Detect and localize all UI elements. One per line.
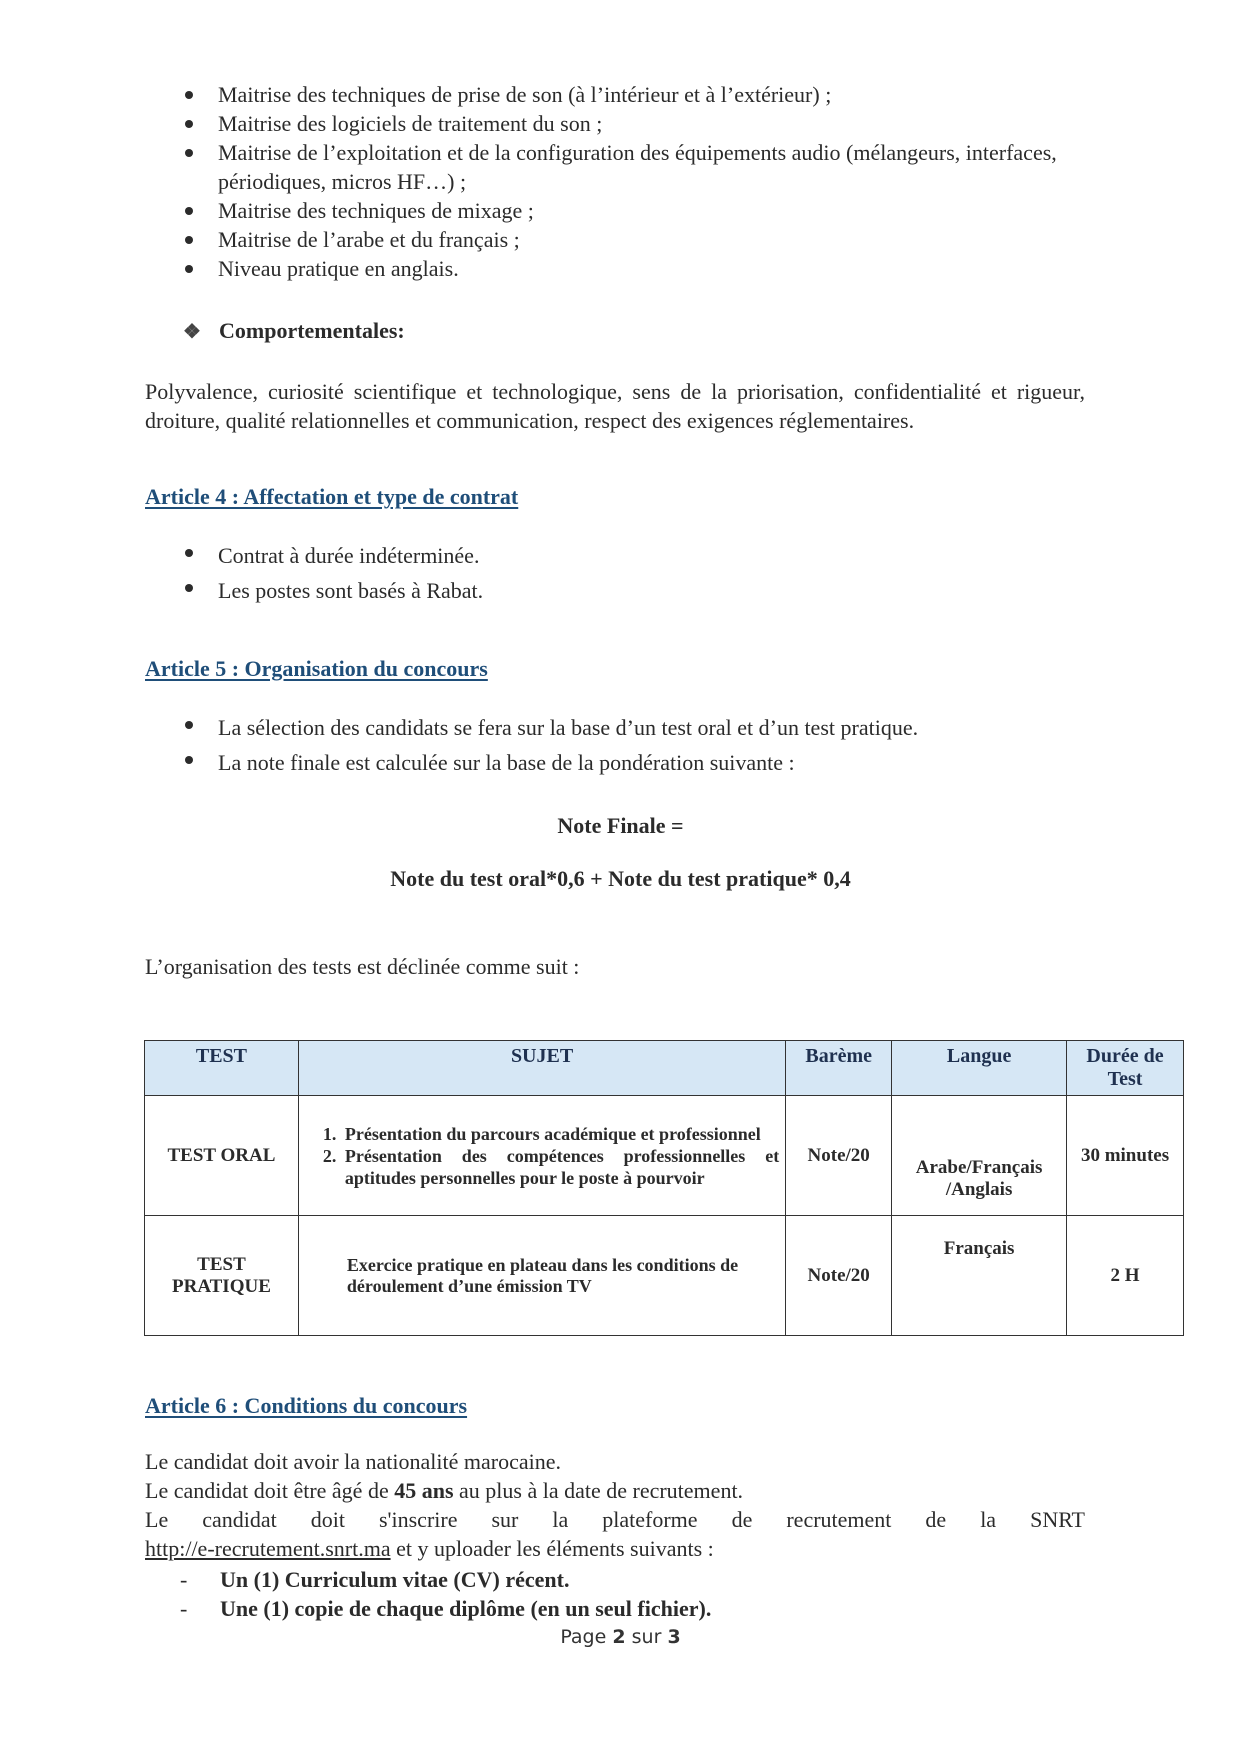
- condition-upload: http://e-recrutement.snrt.ma et y uploader les éléments suivants :: [145, 1536, 714, 1561]
- list-item: Maitrise de l’exploitation et de la configuration des équipements audio (mélangeurs, interfaces, périodiques, micros HF…) ;: [180, 138, 1080, 196]
- article-5-list: [180, 710, 1080, 780]
- condition-nationalite: Le candidat doit avoir la nationalité marocaine.: [145, 1449, 561, 1474]
- article-4-title: Article 4 : Affectation et type de contrat: [145, 484, 519, 509]
- comportementales-title: Comportementales:: [219, 318, 405, 343]
- header-duree: Durée de Test: [1067, 1041, 1184, 1096]
- page-footer: Page 2 sur 3: [560, 1626, 681, 1648]
- list-item: - Un (1) Curriculum vitae (CV) récent.: [180, 1567, 570, 1592]
- list-item: - Une (1) copie de chaque diplôme (en un seul fichier).: [180, 1596, 712, 1621]
- condition-age: Le candidat doit être âgé de 45 ans au plus à la date de recrutement.: [145, 1478, 744, 1503]
- condition-inscription: Le candidat doit s'inscrire sur la plateforme de recrutement de la SNRT: [145, 1507, 1085, 1532]
- comportementales-heading: [183, 318, 405, 344]
- cell-duree: 2 H: [1067, 1216, 1184, 1336]
- page-number: 2: [612, 1626, 626, 1648]
- cell-duree: 30 minutes: [1067, 1096, 1184, 1216]
- header-test: TEST: [145, 1041, 299, 1096]
- list-item: La note finale est calculée sur la base de la pondération suivante :: [180, 745, 1080, 780]
- tests-table: [144, 1040, 1184, 1336]
- cell-langue: Français: [892, 1216, 1067, 1336]
- list-item: Maitrise de l’arabe et du français ;: [180, 225, 1080, 254]
- competences-list: [180, 80, 1080, 283]
- list-item: Maitrise des techniques de mixage ;: [180, 196, 1080, 225]
- list-item: Niveau pratique en anglais.: [180, 254, 1080, 283]
- sujet-item: 1. Présentation du parcours académique et professionnel: [341, 1123, 779, 1145]
- list-item: Les postes sont basés à Rabat.: [180, 573, 1080, 608]
- comportementales-text: Polyvalence, curiosité scientifique et technologique, sens de la priorisation, confidentialité et rigueur, droiture, qualité relationnelles et communication, respect des exigences réglementaires.: [145, 379, 1085, 433]
- cell-test: TEST PRATIQUE: [145, 1216, 299, 1336]
- cell-sujet: [298, 1096, 785, 1216]
- documents-list: [180, 1565, 711, 1623]
- article-4-list: [180, 538, 1080, 608]
- article-6-title: Article 6 : Conditions du concours: [145, 1393, 468, 1418]
- recruitment-link[interactable]: http://e-recrutement.snrt.ma: [145, 1536, 391, 1561]
- list-item: Maitrise des techniques de prise de son (à l’intérieur et à l’extérieur) ;: [180, 80, 1080, 109]
- list-item: La sélection des candidats se fera sur la base d’un test oral et d’un test pratique.: [180, 710, 1080, 745]
- list-item: Contrat à durée indéterminée.: [180, 538, 1080, 573]
- page-total: 3: [667, 1626, 681, 1648]
- table-header-row: [145, 1041, 1184, 1096]
- formula-line-2: Note du test oral*0,6 + Note du test pratique* 0,4: [390, 866, 851, 891]
- article-5-title: Article 5 : Organisation du concours: [145, 656, 488, 681]
- cell-test: TEST ORAL: [145, 1096, 299, 1216]
- cell-bareme: Note/20: [786, 1216, 892, 1336]
- table-row: [145, 1096, 1184, 1216]
- tests-intro: L’organisation des tests est déclinée comme suit :: [145, 954, 580, 979]
- header-bareme: Barème: [786, 1041, 892, 1096]
- formula-line-1: Note Finale =: [557, 813, 684, 838]
- table-row: [145, 1216, 1184, 1336]
- diamond-bullet-icon: ❖: [183, 321, 201, 343]
- age-limit: 45 ans: [394, 1478, 454, 1503]
- sujet-item: 2. Présentation des compétences professionnelles et aptitudes personnelles pour le poste à pourvoir: [341, 1145, 779, 1189]
- cell-langue: Arabe/Français /Anglais: [892, 1096, 1067, 1216]
- header-sujet: SUJET: [298, 1041, 785, 1096]
- cell-bareme: Note/20: [786, 1096, 892, 1216]
- header-langue: Langue: [892, 1041, 1067, 1096]
- list-item: Maitrise des logiciels de traitement du son ;: [180, 109, 1080, 138]
- cell-sujet: Exercice pratique en plateau dans les conditions de déroulement d’une émission TV: [298, 1216, 785, 1336]
- conditions-block: [145, 1447, 1085, 1563]
